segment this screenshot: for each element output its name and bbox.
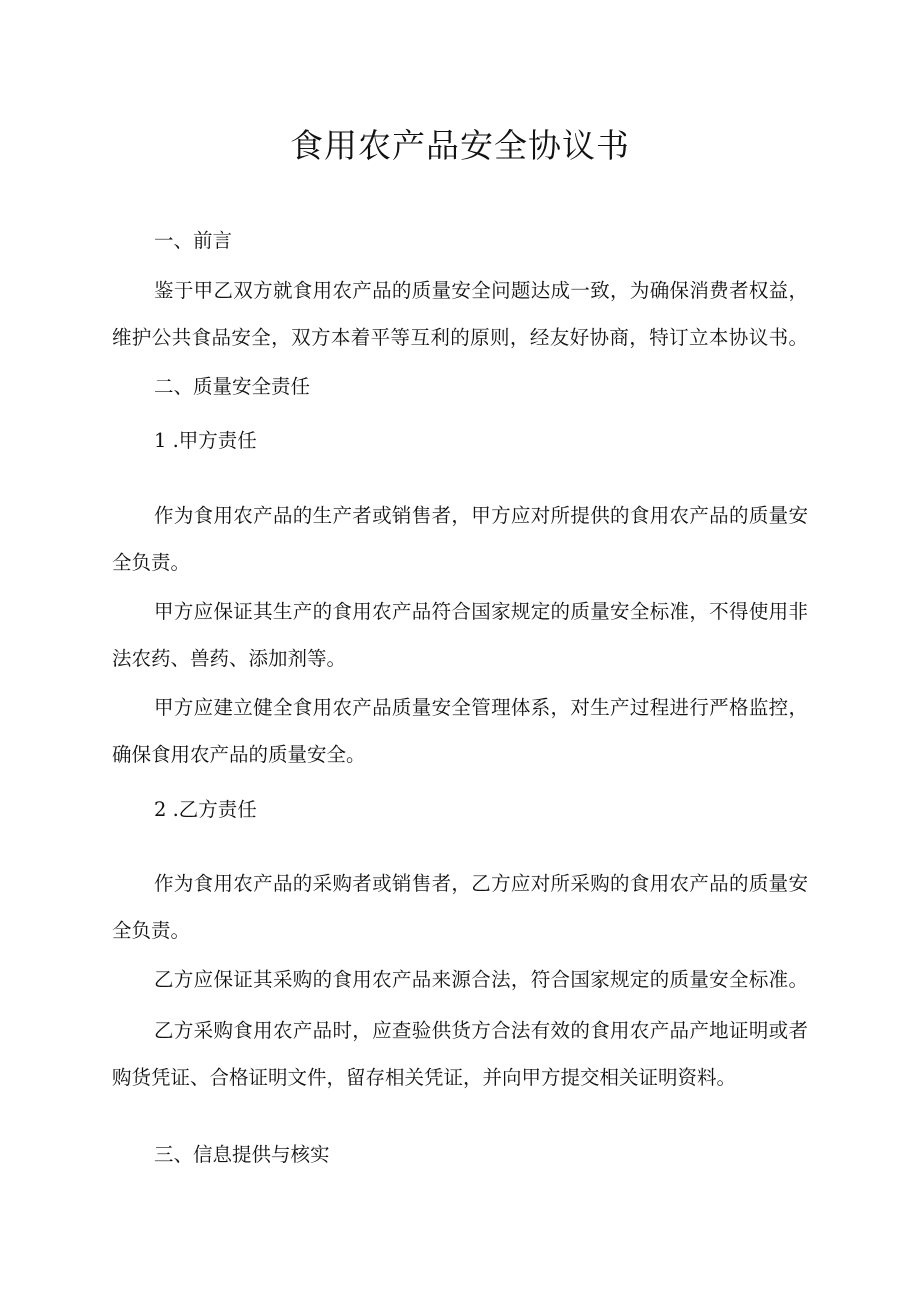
- subsection-heading-party-a: 1 .甲方责任: [154, 429, 257, 452]
- paragraph-line: 乙方采购食用农产品时，应查验供货方合法有效的食用农产品产地证明或者: [154, 1019, 808, 1042]
- paragraph-line: 作为食用农产品的生产者或销售者，甲方应对所提供的食用农产品的质量安: [154, 504, 808, 527]
- subsection-heading-party-b: 2 .乙方责任: [154, 798, 257, 821]
- paragraph-line: 乙方应保证其采购的食用农产品来源合法，符合国家规定的质量安全标准。: [154, 968, 808, 991]
- paragraph-line: 甲方应保证其生产的食用农产品符合国家规定的质量安全标准，不得使用非: [154, 600, 808, 623]
- paragraph-line: 全负责。: [112, 551, 191, 574]
- section-heading-preface: 一、前言: [154, 229, 233, 252]
- paragraph-line: 作为食用农产品的采购者或销售者，乙方应对所采购的食用农产品的质量安: [154, 872, 808, 895]
- section-heading-information: 三、信息提供与核实: [154, 1143, 330, 1166]
- paragraph-line: 维护公共食品安全，双方本着平等互利的原则，经友好协商，特订立本协议书。: [112, 326, 808, 349]
- paragraph-line: 甲方应建立健全食用农产品质量安全管理体系，对生产过程进行严格监控，: [154, 696, 808, 719]
- paragraph-line: 购货凭证、合格证明文件，留存相关凭证，并向甲方提交相关证明资料。: [112, 1066, 737, 1089]
- document-title: 食用农产品安全协议书: [290, 126, 630, 165]
- paragraph-line: 鉴于甲乙双方就食用农产品的质量安全问题达成一致，为确保消费者权益，: [154, 279, 808, 302]
- section-heading-responsibility: 二、质量安全责任: [154, 375, 311, 398]
- paragraph-line: 法农药、兽药、添加剂等。: [112, 647, 347, 670]
- paragraph-line: 确保食用农产品的质量安全。: [112, 743, 366, 766]
- paragraph-line: 全负责。: [112, 919, 191, 942]
